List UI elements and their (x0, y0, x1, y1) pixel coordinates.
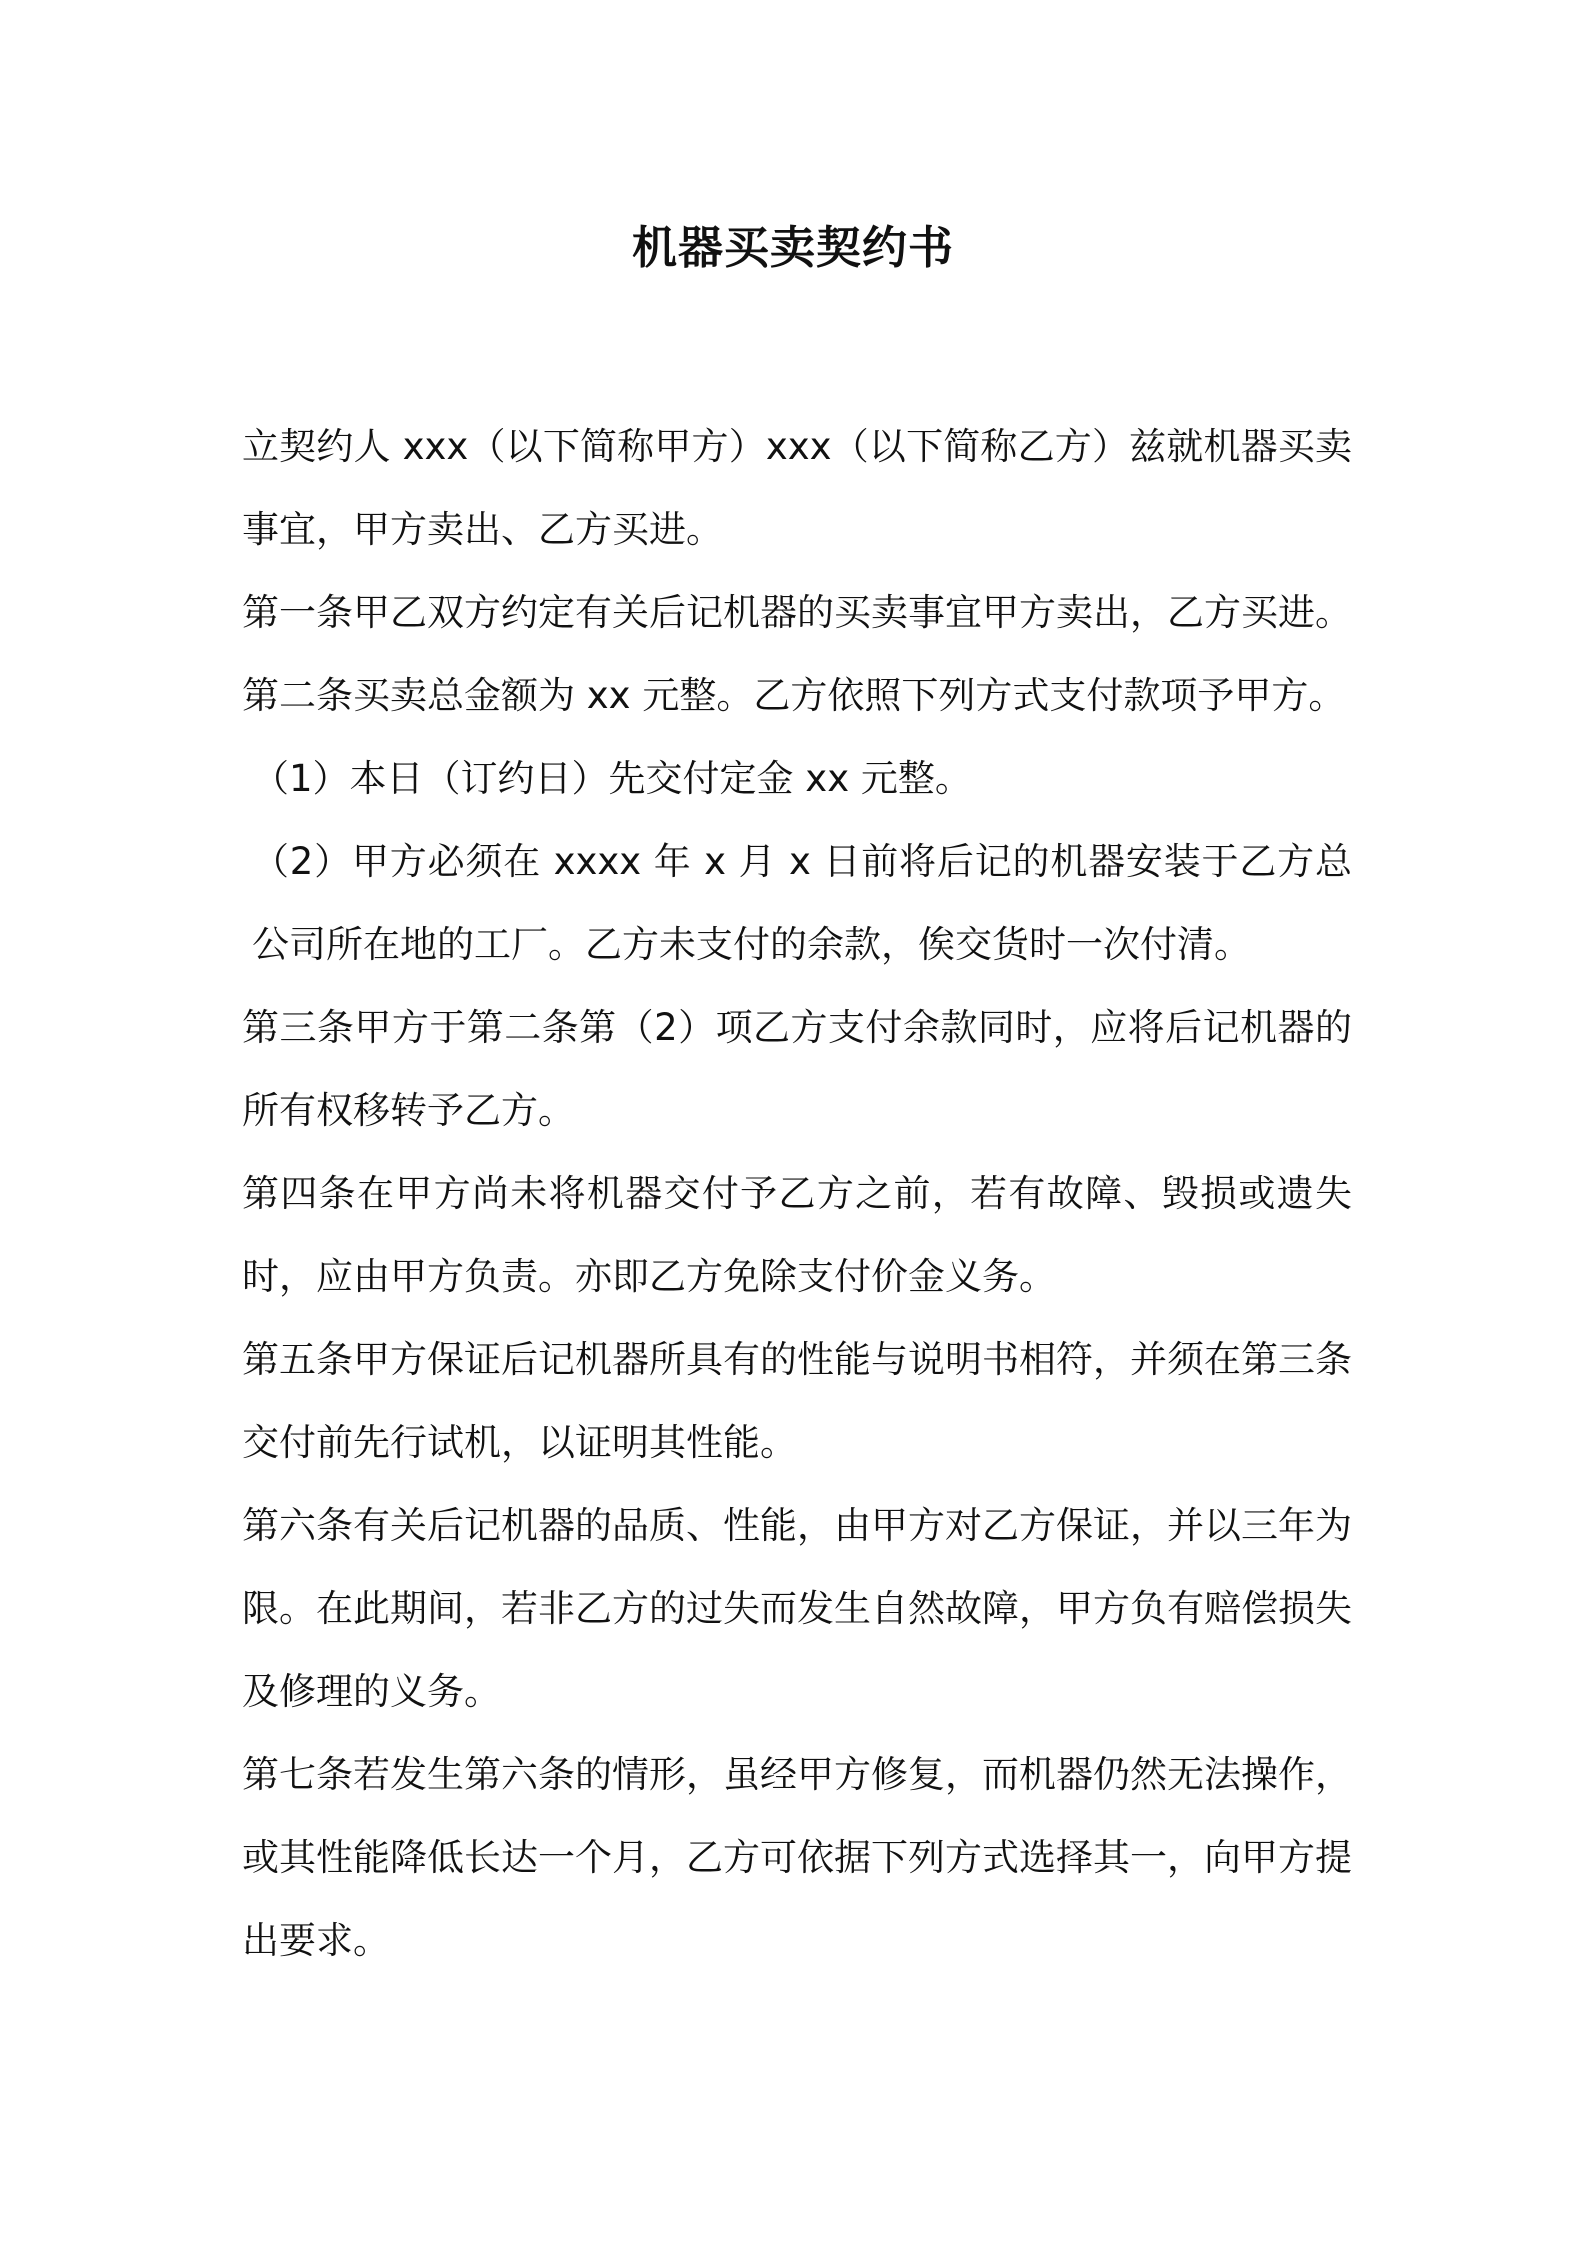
paragraph-article-7: 第七条若发生第六条的情形，虽经甲方修复，而机器仍然无法操作，或其性能降低长达一个月，乙方可依据下列方式选择其一，向甲方提出要求。 (242, 1753, 1352, 1962)
paragraph-article-4: 第四条在甲方尚未将机器交付予乙方之前，若有故障、毁损或遗失时，应由甲方负责。亦即乙方免除支付价金义务。 (242, 1172, 1352, 1298)
paragraph-article-5: 第五条甲方保证后记机器所具有的性能与说明书相符，并须在第三条交付前先行试机，以证明其性能。 (242, 1338, 1352, 1464)
paragraph-article-2-item-2: （2）甲方必须在 xxxx 年 x 月 x 日前将后记的机器安装于乙方总公司所在地的工厂。乙方未支付的余款，俟交货时一次付清。 (252, 840, 1352, 966)
paragraph-article-6: 第六条有关后记机器的品质、性能，由甲方对乙方保证，并以三年为限。在此期间，若非乙方的过失而发生自然故障，甲方负有赔偿损失及修理的义务。 (242, 1504, 1352, 1713)
document-body (242, 405, 1352, 1982)
document-title: 机器买卖契约书 (631, 221, 954, 274)
paragraph-article-3: 第三条甲方于第二条第（2）项乙方支付余款同时，应将后记机器的所有权移转予乙方。 (242, 1006, 1352, 1132)
paragraph-article-2-item-1: （1）本日（订约日）先交付定金 xx 元整。 (252, 757, 972, 800)
paragraph-article-2: 第二条买卖总金额为 xx 元整。乙方依照下列方式支付款项予甲方。 (242, 674, 1346, 717)
paragraph-article-1: 第一条甲乙双方约定有关后记机器的买卖事宜甲方卖出，乙方买进。 (242, 591, 1352, 634)
paragraph-preamble: 立契约人 xxx（以下简称甲方）xxx（以下简称乙方）兹就机器买卖事宜，甲方卖出、乙方买进。 (242, 425, 1352, 551)
